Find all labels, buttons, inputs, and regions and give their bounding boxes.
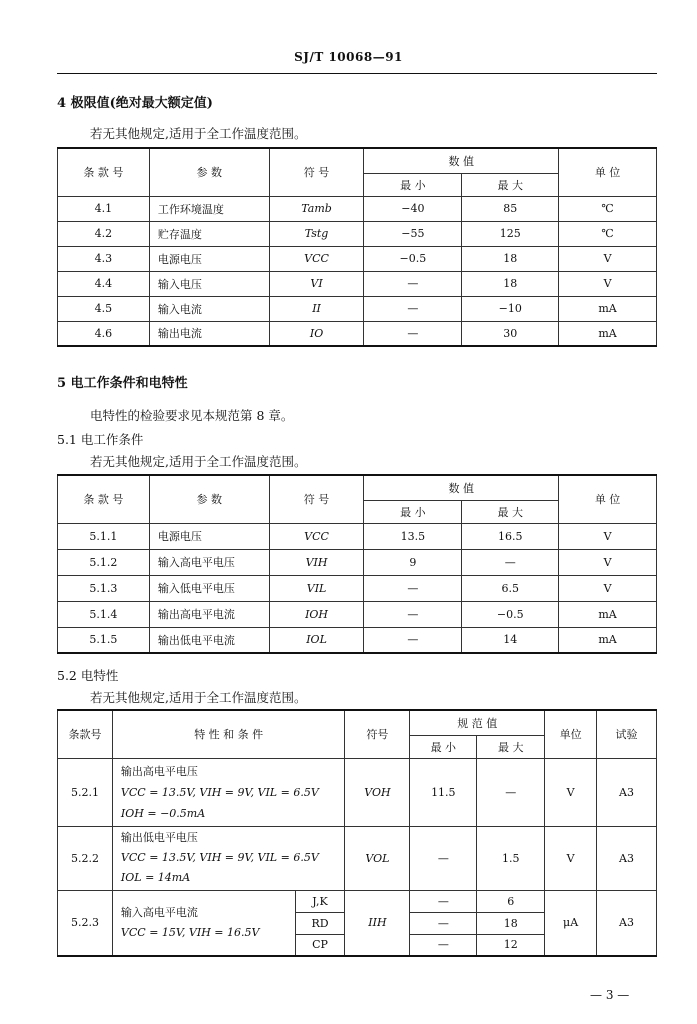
param-cell: 输出高电平电流 (149, 601, 269, 627)
clause-cell: 5.1.3 (58, 575, 150, 601)
section-5-heading: 5 电工作条件和电特性 (57, 376, 188, 391)
col-header-min: 最 小 (410, 735, 477, 758)
unit-cell: V (559, 246, 657, 271)
min-cell: — (364, 296, 462, 321)
param-cell: 输入低电平电压 (149, 575, 269, 601)
table-row (58, 221, 657, 246)
unit-cell: mA (559, 321, 657, 346)
param-cell: 贮存温度 (149, 221, 269, 246)
min-cell: 9 (364, 549, 462, 575)
clause-cell: 5.1.2 (58, 549, 150, 575)
document-code-header: SJ/T 10068—91 (294, 50, 403, 64)
col-header-max: 最 大 (477, 735, 545, 758)
clause-cell: 4.2 (58, 221, 150, 246)
symbol-cell: IOH (269, 601, 364, 627)
param-cell: 电源电压 (149, 523, 269, 549)
table-row (58, 549, 657, 575)
characteristic-cell (112, 890, 295, 956)
max-cell: 16.5 (462, 523, 559, 549)
clause-cell: 4.6 (58, 321, 150, 346)
test-cell: A3 (597, 890, 657, 956)
col-header-symbol: 符 号 (269, 475, 364, 523)
table-row (58, 321, 657, 346)
min-cell: −55 (364, 221, 462, 246)
characteristic-name: 输出低电平电压 (120, 831, 198, 844)
table-row (58, 890, 657, 912)
table-row (58, 271, 657, 296)
operating-conditions-table (57, 474, 657, 654)
min-cell: — (410, 934, 477, 956)
unit-cell: V (559, 575, 657, 601)
max-cell: −10 (462, 296, 559, 321)
clause-cell: 4.1 (58, 196, 150, 221)
condition-line: IOH = −0.5mA (120, 806, 206, 820)
symbol-cell: IIH (345, 890, 410, 956)
characteristic-name: 输出高电平电压 (120, 764, 198, 778)
min-cell: — (364, 627, 462, 653)
test-cell: A3 (597, 826, 657, 890)
col-header-clause: 条 款 号 (58, 148, 150, 196)
symbol-cell: Tstg (269, 221, 364, 246)
unit-cell: ℃ (559, 196, 657, 221)
param-cell: 输入高电平电压 (149, 549, 269, 575)
symbol-cell: Tamb (269, 196, 364, 221)
symbol-cell: VCC (269, 523, 364, 549)
max-cell: 18 (477, 912, 545, 934)
condition-line: IOL = 14mA (120, 871, 191, 884)
symbol-cell: VI (269, 271, 364, 296)
limits-table (57, 147, 657, 347)
table-row (58, 575, 657, 601)
clause-cell: 5.1.4 (58, 601, 150, 627)
min-cell: — (364, 321, 462, 346)
table-row (58, 296, 657, 321)
clause-cell: 5.2.3 (58, 890, 113, 956)
max-cell: — (462, 549, 559, 575)
clause-cell: 5.1.1 (58, 523, 150, 549)
pin-cell: J,K (295, 890, 345, 912)
col-header-min: 最 小 (364, 173, 462, 196)
symbol-cell: VOL (345, 826, 410, 890)
section-5-note: 电特性的检验要求见本规范第 8 章。 (90, 408, 294, 423)
unit-cell: mA (559, 627, 657, 653)
pin-cell: CP (295, 934, 345, 956)
section-4-heading: 4 极限值(绝对最大额定值) (57, 96, 213, 111)
unit-cell: ℃ (559, 221, 657, 246)
unit-cell: V (545, 826, 597, 890)
min-cell: — (410, 826, 477, 890)
max-cell: 14 (462, 627, 559, 653)
max-cell: — (477, 758, 545, 826)
param-cell: 输出电流 (149, 321, 269, 346)
clause-cell: 4.4 (58, 271, 150, 296)
col-header-unit: 单 位 (559, 148, 657, 196)
max-cell: −0.5 (462, 601, 559, 627)
col-header-characteristic: 特 性 和 条 件 (112, 710, 345, 758)
param-cell: 输入电压 (149, 271, 269, 296)
condition-line: VCC = 15V, VIH = 16.5V (120, 925, 260, 939)
pin-cell: RD (295, 912, 345, 934)
max-cell: 18 (462, 246, 559, 271)
section-5-2-note: 若无其他规定,适用于全工作温度范围。 (90, 690, 307, 705)
min-cell: — (364, 271, 462, 296)
param-cell: 输入电流 (149, 296, 269, 321)
min-cell: — (410, 912, 477, 934)
symbol-cell: VOH (345, 758, 410, 826)
param-cell: 电源电压 (149, 246, 269, 271)
table-row (58, 196, 657, 221)
characteristic-cell (112, 826, 345, 890)
test-cell: A3 (597, 758, 657, 826)
page-number: — 3 — (590, 988, 630, 1002)
clause-cell: 5.1.5 (58, 627, 150, 653)
symbol-cell: VIH (269, 549, 364, 575)
max-cell: 85 (462, 196, 559, 221)
col-header-clause: 条 款 号 (58, 475, 150, 523)
max-cell: 12 (477, 934, 545, 956)
table-row (58, 523, 657, 549)
clause-cell: 5.2.2 (58, 826, 113, 890)
col-header-min: 最 小 (364, 500, 462, 523)
table-row (58, 826, 657, 890)
unit-cell: V (559, 271, 657, 296)
section-5-2-heading: 5.2 电特性 (57, 668, 119, 683)
section-5-1-note: 若无其他规定,适用于全工作温度范围。 (90, 454, 307, 469)
unit-cell: V (545, 758, 597, 826)
electrical-characteristics-table (57, 709, 657, 957)
clause-cell: 5.2.1 (58, 758, 113, 826)
unit-cell: mA (559, 296, 657, 321)
max-cell: 18 (462, 271, 559, 296)
min-cell: −40 (364, 196, 462, 221)
max-cell: 1.5 (477, 826, 545, 890)
min-cell: 13.5 (364, 523, 462, 549)
col-header-values: 数 值 (364, 148, 559, 173)
col-header-values: 数 值 (364, 475, 559, 500)
col-header-param: 参 数 (149, 148, 269, 196)
max-cell: 6.5 (462, 575, 559, 601)
param-cell: 输出低电平电流 (149, 627, 269, 653)
col-header-clause: 条款号 (58, 710, 113, 758)
col-header-unit: 单 位 (559, 475, 657, 523)
col-header-max: 最 大 (462, 500, 559, 523)
max-cell: 30 (462, 321, 559, 346)
unit-cell: μA (545, 890, 597, 956)
unit-cell: V (559, 549, 657, 575)
symbol-cell: IO (269, 321, 364, 346)
table-row (58, 601, 657, 627)
param-cell: 工作环境温度 (149, 196, 269, 221)
col-header-symbol: 符号 (345, 710, 410, 758)
header-rule (57, 73, 657, 74)
unit-cell: mA (559, 601, 657, 627)
symbol-cell: VCC (269, 246, 364, 271)
min-cell: — (364, 575, 462, 601)
max-cell: 6 (477, 890, 545, 912)
col-header-unit: 单位 (545, 710, 597, 758)
unit-cell: V (559, 523, 657, 549)
characteristic-cell (112, 758, 345, 826)
clause-cell: 4.5 (58, 296, 150, 321)
symbol-cell: VIL (269, 575, 364, 601)
symbol-cell: IOL (269, 627, 364, 653)
condition-line: VCC = 13.5V, VIH = 9V, VIL = 6.5V (120, 851, 319, 864)
table-row (58, 246, 657, 271)
section-5-1-heading: 5.1 电工作条件 (57, 432, 144, 447)
table-row (58, 627, 657, 653)
symbol-cell: II (269, 296, 364, 321)
min-cell: — (410, 890, 477, 912)
min-cell: — (364, 601, 462, 627)
section-4-note: 若无其他规定,适用于全工作温度范围。 (90, 126, 307, 141)
condition-line: VCC = 13.5V, VIH = 9V, VIL = 6.5V (120, 785, 319, 799)
table-row (58, 758, 657, 826)
max-cell: 125 (462, 221, 559, 246)
characteristic-name: 输入高电平电流 (120, 905, 198, 919)
col-header-limits: 规 范 值 (410, 710, 545, 735)
col-header-symbol: 符 号 (269, 148, 364, 196)
col-header-test: 试验 (597, 710, 657, 758)
min-cell: −0.5 (364, 246, 462, 271)
min-cell: 11.5 (410, 758, 477, 826)
clause-cell: 4.3 (58, 246, 150, 271)
col-header-max: 最 大 (462, 173, 559, 196)
col-header-param: 参 数 (149, 475, 269, 523)
